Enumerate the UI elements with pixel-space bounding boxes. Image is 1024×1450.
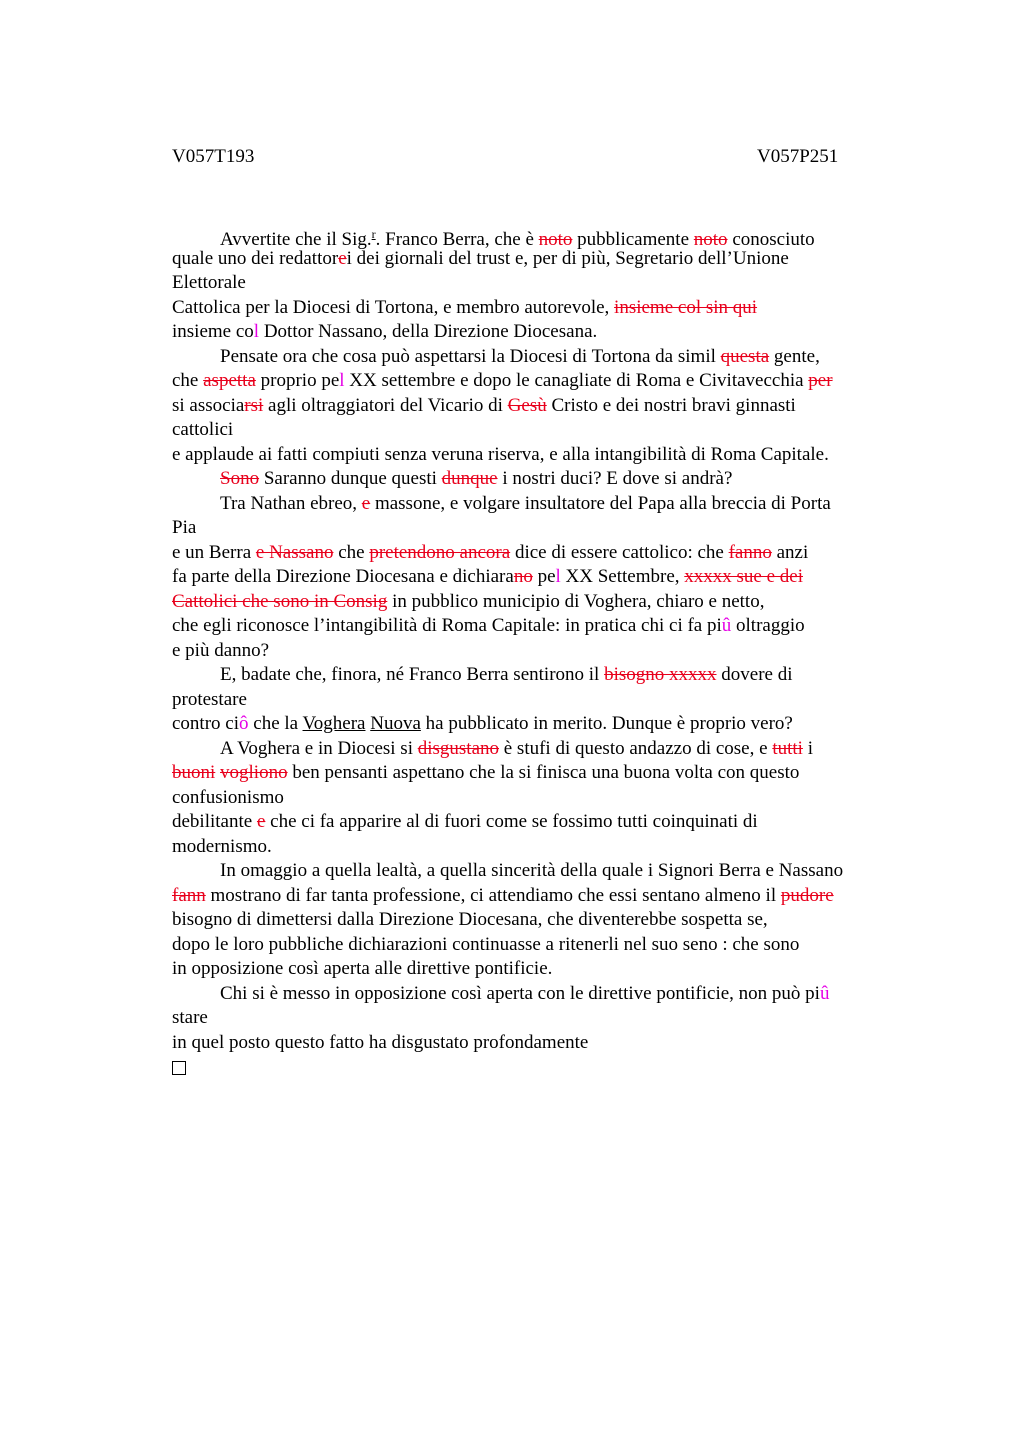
text-run: In omaggio a quella lealtà, a quella sincerità della quale i Signori Berra e Nassano: [220, 860, 844, 881]
text-line: [172, 663, 932, 688]
text-run: e un Berra: [172, 541, 256, 563]
struck-text: noto: [693, 229, 728, 250]
underlined-text: Voghera: [302, 713, 366, 734]
text-line: [172, 296, 932, 321]
text-run: che ci fa apparire al di fuori come se fossimo tutti coinquinati di: [265, 811, 758, 832]
text-line: [172, 933, 932, 958]
text-line: [172, 492, 932, 517]
document-code-left: V057T193: [172, 146, 255, 167]
text-line: [172, 590, 932, 615]
text-run: A Voghera e in Diocesi si: [220, 737, 418, 759]
text-run: dovere di: [716, 664, 793, 685]
empty-box-icon: [172, 1061, 186, 1075]
text-line: [172, 688, 932, 713]
inserted-text: û: [819, 982, 830, 1004]
text-run: contro ci: [172, 713, 240, 734]
underlined-text: Nuova: [370, 713, 421, 734]
text-run: Saranno dunque questi: [259, 468, 442, 489]
text-run: Cristo e dei nostri bravi ginnasti: [546, 394, 796, 416]
struck-text: questa: [720, 345, 770, 367]
text-run: pe: [532, 566, 556, 587]
struck-text: dunque: [441, 468, 498, 489]
text-line: [172, 712, 932, 737]
text-run: ha pubblicato in merito. Dunque è proprio vero?: [420, 713, 793, 734]
letter-body: [172, 222, 932, 1080]
text-run: confusionismo: [172, 786, 284, 808]
text-run: che: [333, 541, 370, 563]
text-line: [172, 737, 932, 762]
struck-text: per: [808, 370, 833, 391]
struck-text: pretendono ancora: [369, 541, 511, 563]
text-run: debilitante: [172, 811, 257, 832]
text-run: Elettorale: [172, 272, 246, 293]
text-line: [172, 541, 932, 566]
text-line: [172, 369, 932, 394]
text-run: Chi si è messo in opposizione così aperta con le direttive pontificie, non può pi: [220, 982, 820, 1004]
text-run: e applaude ai fatti compiuti senza veruna riserva, e alla intangibilità di Roma Capitale.: [172, 443, 829, 465]
text-run: ben pensanti aspettano che la si finisca una buona volta con questo: [287, 762, 800, 783]
page-code-right: V057P251: [757, 146, 839, 167]
text-line: [172, 884, 932, 909]
text-run: anzi: [771, 541, 809, 563]
struck-text: no: [513, 566, 533, 587]
text-run: in pubblico municipio di Voghera, chiaro e netto,: [387, 590, 765, 612]
text-line: [172, 247, 932, 272]
struck-text: fann: [172, 884, 206, 906]
text-line: [172, 835, 932, 860]
struck-text: insieme col sin qui: [614, 296, 758, 318]
text-line: [172, 418, 932, 443]
text-line: [172, 639, 932, 664]
text-line: [172, 1006, 932, 1031]
text-run: i nostri duci? E dove si andrà?: [497, 468, 733, 489]
text-run: bisogno di dimettersi dalla Direzione Diocesana, che diventerebbe sospetta se,: [172, 909, 768, 930]
struck-text: tutti: [772, 737, 803, 759]
text-line: [172, 345, 932, 370]
text-run: modernismo.: [172, 835, 272, 857]
text-run: mostrano di far tanta professione, ci attendiamo che essi sentano almeno il: [205, 884, 781, 906]
text-run: che: [172, 370, 204, 391]
struck-text: Cattolici che sono in Consig: [172, 590, 388, 612]
struck-text: e: [256, 811, 266, 832]
struck-text: e Nassano: [255, 541, 334, 563]
text-run: dopo le loro pubbliche dichiarazioni continuasse a ritenerli nel suo seno : che sono: [172, 933, 800, 955]
text-run: protestare: [172, 688, 247, 710]
text-run: in quel posto questo fatto ha disgustato profondamente: [172, 1031, 589, 1053]
text-line: [172, 1031, 932, 1056]
text-line: [172, 271, 932, 296]
text-run: fa parte della Direzione Diocesana e dichiara: [172, 566, 514, 587]
struck-text: Gesù: [507, 394, 547, 416]
text-run: si associa: [172, 394, 245, 416]
text-line: [172, 859, 932, 884]
struck-text: pudore: [780, 884, 834, 906]
text-run: agli oltraggiatori del Vicario di: [263, 394, 508, 416]
text-line: [172, 761, 932, 786]
struck-text: buoni: [172, 762, 216, 783]
text-run: cattolici: [172, 419, 234, 440]
text-run: oltraggio: [731, 615, 805, 636]
text-run: XX Settembre,: [560, 566, 685, 587]
text-line: [172, 516, 932, 541]
text-run: pubblicamente: [572, 229, 694, 250]
text-run: quale uno dei redattor: [172, 247, 339, 269]
text-line: [172, 786, 932, 811]
struck-text: vogliono: [220, 762, 288, 783]
text-run: proprio pe: [255, 370, 340, 391]
struck-text: fanno: [728, 541, 772, 563]
text-line: [172, 467, 932, 492]
text-run: Pensate ora che cosa può aspettarsi la Diocesi di Tortona da simil: [220, 345, 721, 367]
end-marker-line: [172, 1055, 932, 1080]
text-line: [172, 982, 932, 1007]
text-line: [172, 614, 932, 639]
struck-text: rsi: [244, 394, 264, 416]
text-line: [172, 565, 932, 590]
text-run: XX settembre e dopo le canagliate di Roma e Civitavecchia: [344, 370, 809, 391]
inserted-text: l: [339, 370, 345, 391]
superscript-text: r: [371, 227, 376, 241]
struck-text: e: [361, 492, 371, 514]
text-line: [172, 957, 932, 982]
inserted-text: l: [555, 566, 561, 587]
text-run: Avvertite che il Sig.: [220, 229, 372, 250]
text-line: [172, 394, 932, 419]
text-run: è stufi di questo andazzo di cose, e: [499, 737, 773, 759]
struck-text: disgustano: [417, 737, 499, 759]
text-run: E, badate che, finora, né Franco Berra sentirono il: [220, 664, 605, 685]
text-line: [172, 908, 932, 933]
text-run: dice di essere cattolico: che: [510, 541, 729, 563]
struck-text: bisogno xxxxx: [604, 664, 717, 685]
text-run: Pia: [172, 517, 197, 538]
text-run: gente,: [769, 345, 820, 367]
text-run: in opposizione così aperta alle direttive pontificie.: [172, 958, 553, 979]
text-run: che la: [248, 713, 303, 734]
struck-text: xxxxx sue e dei: [684, 566, 803, 587]
inserted-text: ô: [239, 713, 249, 734]
struck-text: noto: [538, 229, 573, 250]
text-run: i: [802, 737, 813, 759]
text-run: Tra Nathan ebreo,: [220, 492, 362, 514]
text-run: Dottor Nassano, della Direzione Diocesana.: [259, 321, 598, 342]
struck-text: e: [338, 247, 347, 269]
struck-text: aspetta: [203, 370, 256, 391]
text-run: i dei giornali del trust e, per di più, Segretario dell’Unione: [346, 247, 789, 269]
text-run: insieme co: [172, 321, 254, 342]
text-run: massone, e volgare insultatore del Papa alla breccia di Porta: [370, 492, 831, 514]
text-run: che egli riconosce l’intangibilità di Roma Capitale: in pratica chi ci fa pi: [172, 615, 722, 636]
text-line: [172, 810, 932, 835]
text-run: . Franco Berra, che è: [375, 229, 539, 250]
text-line: [172, 443, 932, 468]
struck-text: Sono: [220, 468, 260, 489]
inserted-text: l: [253, 321, 260, 342]
text-run: e più danno?: [172, 639, 270, 661]
text-line: [172, 320, 932, 345]
text-run: Cattolica per la Diocesi di Tortona, e membro autorevole,: [172, 296, 615, 318]
text-run: stare: [172, 1007, 208, 1028]
text-line: [172, 222, 932, 250]
inserted-text: û: [721, 615, 732, 636]
text-run: conosciuto: [727, 229, 815, 250]
